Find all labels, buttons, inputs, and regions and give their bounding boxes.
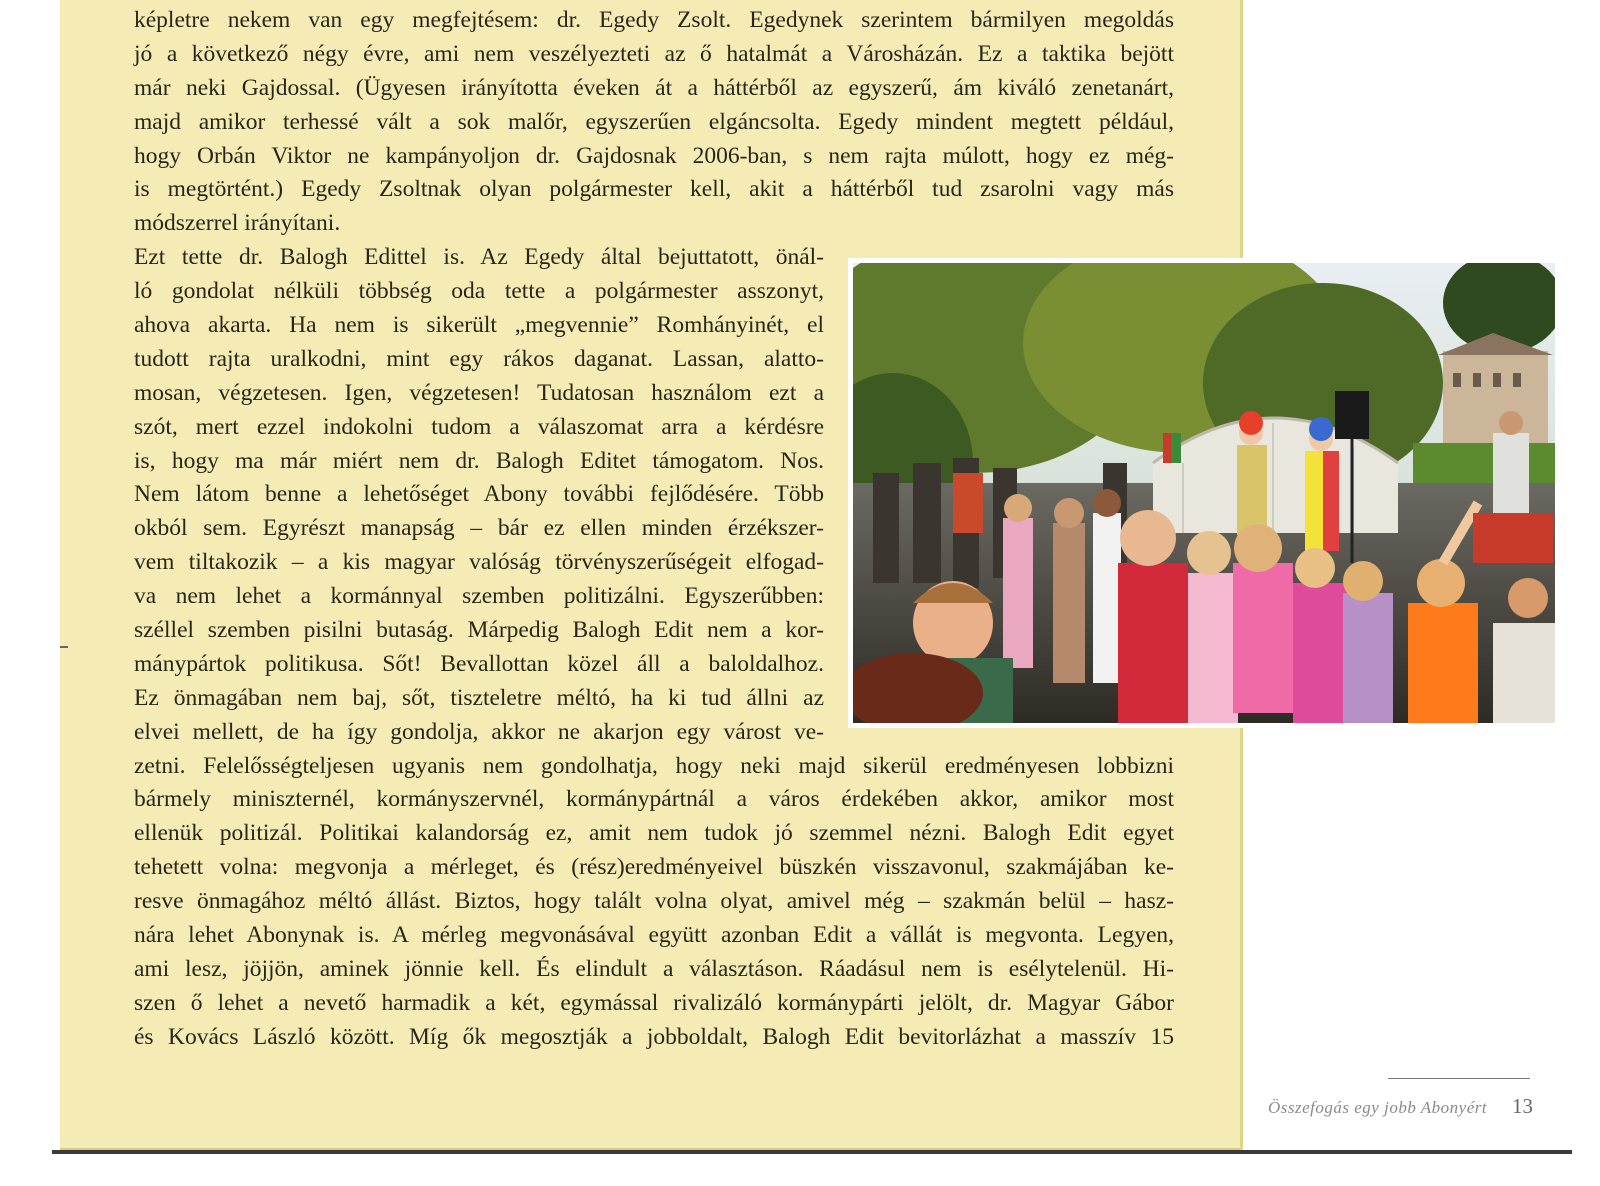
text-line: mosan, végzetesen. Igen, végzetesen! Tudatosan használom ezt a xyxy=(134,379,824,406)
text-line: jó a következő négy évre, ami nem veszélyezteti az ő hatalmát a Városházán. Ez a taktika bejött xyxy=(134,40,1174,67)
text-line: va nem lehet a kormánnyal szemben politizálni. Egyszerűbben: xyxy=(134,583,824,610)
text-line: tehetett volna: megvonja a mérleget, és (rész)eredményeivel büszkén visszavonul, szakmájában ke- xyxy=(134,854,1174,881)
text-line: szót, mert ezzel indokolni tudom a válaszomat arra a kérdésre xyxy=(134,413,824,440)
text-line: ló gondolat nélküli többség oda tette a polgármester asszonyt, xyxy=(134,278,824,305)
text-line: Ez önmagában nem baj, sőt, tiszteletre méltó, ha ki tud állni az xyxy=(134,684,824,711)
footer-publication-title: Összefogás egy jobb Abonyért xyxy=(1268,1098,1488,1117)
text-line: okból sem. Egyrészt manapság – bár ez ellen minden érzékszer- xyxy=(134,515,824,542)
text-line: nára lehet Abonynak is. A mérleg megvonásával együtt azonban Edit a vállát is megvonta. Legyen, xyxy=(134,922,1174,949)
text-line: mánypártok politikusa. Sőt! Bevallottan közel áll a baloldalhoz. xyxy=(134,650,824,677)
text-line: módszerrel irányítani. xyxy=(134,210,341,237)
text-line: ellenük politizál. Politikai kalandorság ez, amit nem tudok jó szemmel nézni. Balogh Edit egyet xyxy=(134,820,1174,847)
text-line: széllel szemben pisilni butaság. Márpedig Balogh Edit nem a kor- xyxy=(134,617,824,644)
text-line: bármely miniszternél, kormányszervnél, kormánypártnál a város érdekében akkor, amikor most xyxy=(134,786,1174,813)
photo-illustration xyxy=(853,263,1555,723)
text-line: Ezt tette dr. Balogh Edittel is. Az Egedy által bejuttatott, önál- xyxy=(134,244,824,271)
text-line: ahova akarta. Ha nem is sikerült „megvennie” Romhányinét, el xyxy=(134,312,824,339)
text-line: is, hogy ma már miért nem dr. Balogh Editet támogatom. Nos. xyxy=(134,447,824,474)
page-edge-shadow xyxy=(52,1150,1572,1154)
margin-mark xyxy=(60,646,68,648)
text-line: és Kovács László között. Míg ők megosztják a jobboldalt, Balogh Edit bevitorlázhat a masszív 15 xyxy=(134,1023,1174,1050)
text-line: zetni. Felelősségteljesen ugyanis nem gondolhatja, hogy neki majd sikerül eredményesen lobbizni xyxy=(134,752,1174,779)
text-line: vem tiltakozik – a kis magyar valóság törvényszerűségeit elfogad- xyxy=(134,549,824,576)
text-line: Nem látom benne a lehetőséget Abony további fejlődésére. Több xyxy=(134,481,824,508)
text-line: szen ő lehet a nevető harmadik a két, egymással rivalizáló kormánypárti jelölt, dr. Magyar Gábor xyxy=(134,989,1174,1016)
footer-divider xyxy=(1388,1078,1530,1079)
text-line: képletre nekem van egy megfejtésem: dr. Egedy Zsolt. Egedynek szerintem bármilyen megoldás xyxy=(134,7,1174,33)
text-line: resve önmagához méltó állást. Biztos, hogy talált volna olyat, amivel még – szakmán belül – hasz- xyxy=(134,888,1174,915)
text-line: ami lesz, jöjjön, aminek jönnie kell. És elindult a választáson. Ráadásul nem is esélytelenül. Hi- xyxy=(134,955,1174,982)
text-line: elvei mellett, de ha így gondolja, akkor ne akarjon egy várost ve- xyxy=(134,718,824,745)
page-number: 13 xyxy=(1512,1094,1533,1118)
text-line: majd amikor terhessé vált a sok malőr, egyszerűen elgáncsolta. Egedy mindent megtett például, xyxy=(134,108,1174,135)
text-line: is megtörtént.) Egedy Zsoltnak olyan polgármester kell, akit a háttérből tud zsarolni vagy más xyxy=(134,176,1174,203)
text-line: tudott rajta uralkodni, mint egy rákos daganat. Lassan, alatto- xyxy=(134,345,824,372)
text-line: már neki Gajdossal. (Ügyesen irányította éveken át a háttérből az egyszerű, ám kiváló zenetanárt, xyxy=(134,74,1174,101)
event-photo xyxy=(848,258,1560,728)
text-line: hogy Orbán Viktor ne kampányoljon dr. Gajdosnak 2006-ban, s nem rajta múlott, hogy ez még- xyxy=(134,142,1174,169)
